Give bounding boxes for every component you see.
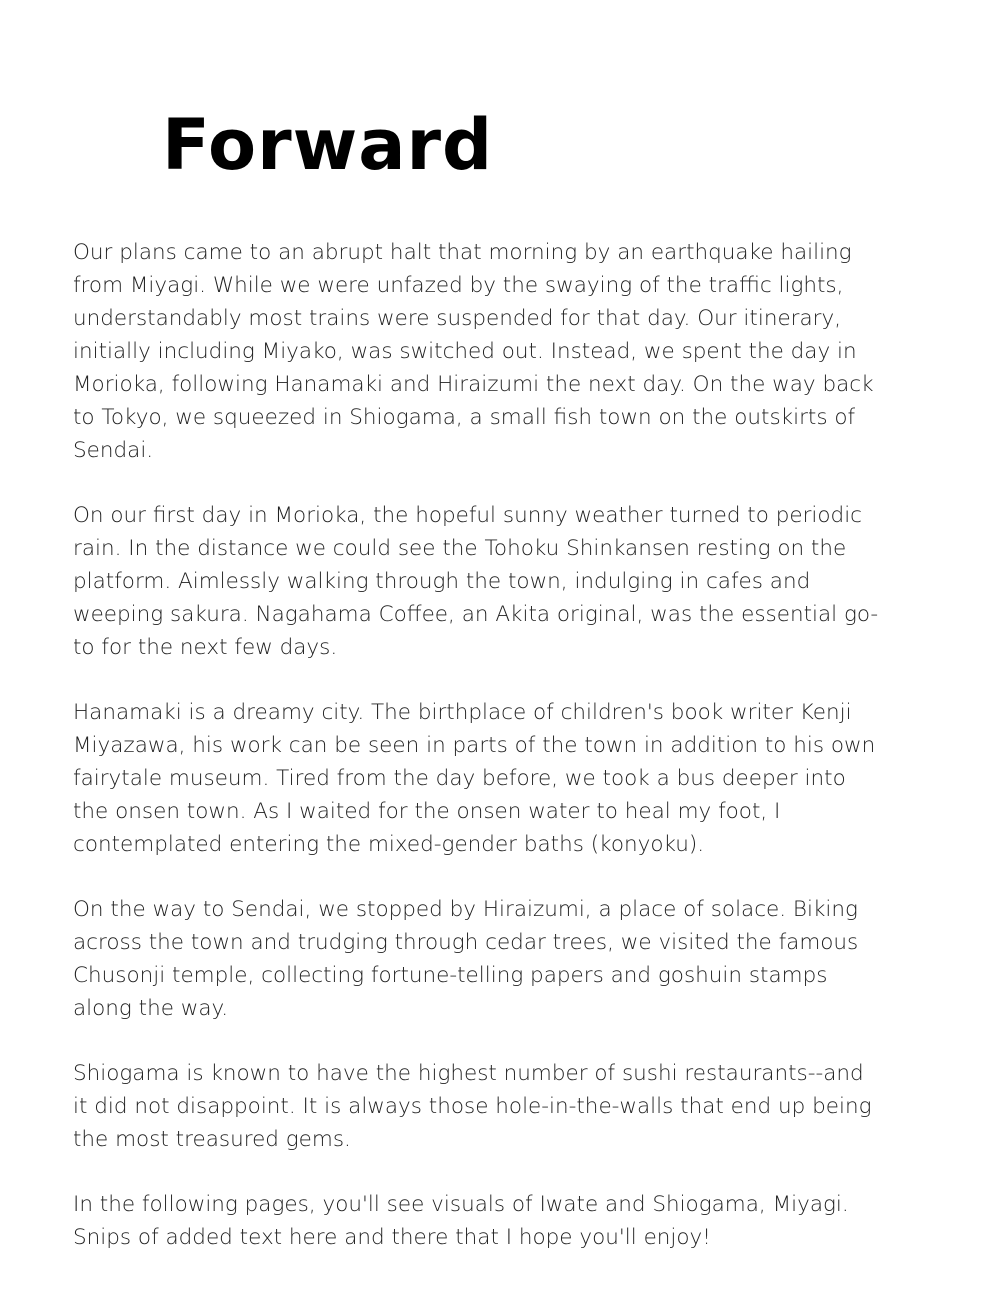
- text-line: it did not disappoint. It is always those hole-in-the-walls that end up being: [73, 1094, 872, 1119]
- paragraph: [73, 1057, 873, 1156]
- page-title: Forward: [162, 104, 494, 186]
- paragraph: [73, 499, 879, 664]
- text-line: contemplated entering the mixed-gender baths (konyoku).: [73, 832, 705, 857]
- text-line: the onsen town. As I waited for the onsen water to heal my foot, I: [73, 799, 781, 824]
- text-line: Chusonji temple, collecting fortune-telling papers and goshuin stamps: [73, 963, 828, 988]
- text-line: Shiogama is known to have the highest number of sushi restaurants--and: [73, 1061, 864, 1086]
- text-line: On our first day in Morioka, the hopeful sunny weather turned to periodic: [73, 503, 863, 528]
- text-line: the most treasured gems.: [73, 1127, 351, 1152]
- text-line: to Tokyo, we squeezed in Shiogama, a small fish town on the outskirts of: [73, 405, 856, 430]
- paragraph: [73, 1188, 873, 1254]
- text-line: initially including Miyako, was switched out. Instead, we spent the day in: [73, 339, 857, 364]
- text-line: to for the next few days.: [73, 635, 338, 660]
- paragraph: [73, 236, 873, 467]
- text-line: rain. In the distance we could see the Tohoku Shinkansen resting on the: [73, 536, 847, 561]
- text-line: understandably most trains were suspended for that day. Our itinerary,: [73, 306, 842, 331]
- text-line: Sendai.: [73, 438, 154, 463]
- text-line: On the way to Sendai, we stopped by Hiraizumi, a place of solace. Biking: [73, 897, 858, 922]
- body-text: [73, 236, 879, 1286]
- paragraph: [73, 696, 876, 861]
- text-line: Snips of added text here and there that I hope you'll enjoy!: [73, 1225, 711, 1250]
- text-line: Our plans came to an abrupt halt that morning by an earthquake hailing: [73, 240, 852, 265]
- text-line: weeping sakura. Nagahama Coffee, an Akita original, was the essential go-: [73, 602, 879, 627]
- text-line: across the town and trudging through cedar trees, we visited the famous: [73, 930, 859, 955]
- text-line: Miyazawa, his work can be seen in parts of the town in addition to his own: [73, 733, 876, 758]
- text-line: Hanamaki is a dreamy city. The birthplace of children's book writer Kenji: [73, 700, 852, 725]
- paragraph: [73, 893, 873, 1025]
- text-line: In the following pages, you'll see visuals of Iwate and Shiogama, Miyagi.: [73, 1192, 849, 1217]
- text-line: platform. Aimlessly walking through the town, indulging in cafes and: [73, 569, 811, 594]
- text-line: Morioka, following Hanamaki and Hiraizumi the next day. On the way back: [73, 372, 874, 397]
- text-line: along the way.: [73, 996, 229, 1021]
- text-line: from Miyagi. While we were unfazed by the swaying of the traffic lights,: [73, 273, 844, 298]
- text-line: fairytale museum. Tired from the day before, we took a bus deeper into: [73, 766, 846, 791]
